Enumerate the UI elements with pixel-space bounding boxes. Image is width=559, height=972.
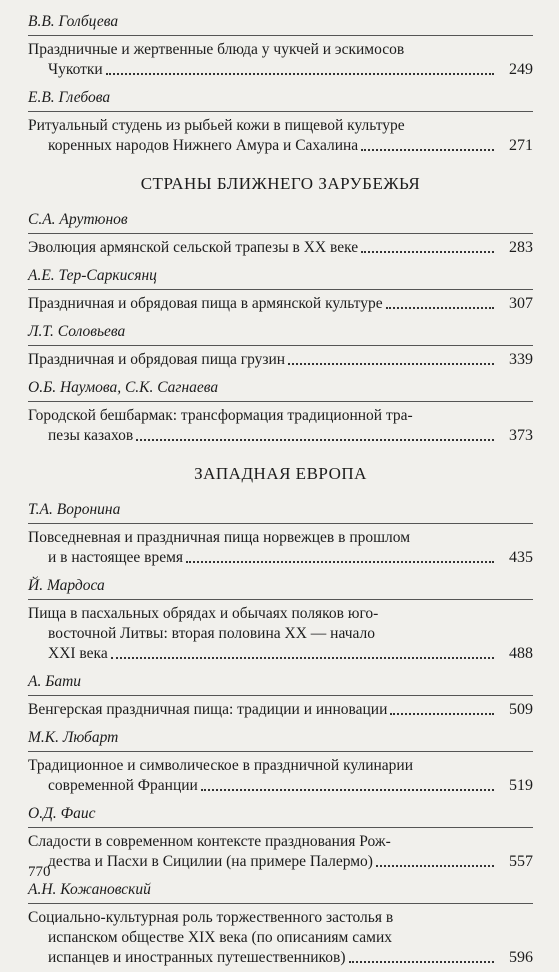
dot-leader (390, 713, 494, 715)
entry-page-number: 271 (509, 137, 533, 154)
toc-entry (28, 496, 533, 572)
entry-author: Т.А. Воронина (28, 496, 533, 524)
entry-page-number: 488 (509, 645, 533, 662)
entry-title-line: Ритуальный студень из рыбьей кожи в пищевой культуре (28, 117, 405, 134)
dot-leader (186, 561, 494, 563)
dot-leader (361, 251, 494, 253)
dot-leader (386, 307, 494, 309)
entry-title-line: Сладости в современном контексте празднования Рож- (28, 833, 391, 850)
entry-page-number: 339 (509, 351, 533, 368)
entry-author: С.А. Арутюнов (28, 206, 533, 234)
dot-leader (201, 789, 494, 791)
toc-entry (28, 374, 533, 450)
entry-page-number: 557 (509, 853, 533, 870)
entry-title-line: Повседневная и праздничная пища норвежцев в прошлом (28, 529, 411, 546)
entry-author: М.К. Любарт (28, 724, 533, 752)
entry-title-line: Эволюция армянской сельской трапезы в XX веке (28, 239, 359, 256)
toc-entry (28, 572, 533, 668)
entry-title-line: восточной Литвы: вторая половина XX — начало (48, 625, 376, 642)
entry-author: О.Д. Фаис (28, 800, 533, 828)
entry-title-line: коренных народов Нижнего Амура и Сахалина (48, 137, 359, 154)
entry-page-number: 509 (509, 701, 533, 718)
toc-entry (28, 206, 533, 262)
entry-title-line: Праздничная и обрядовая пища грузин (28, 351, 286, 368)
entry-page-number: 249 (509, 61, 533, 78)
entry-page-number: 596 (509, 949, 533, 966)
entry-title-line: Традиционное и символическое в праздничной кулинарии (28, 757, 414, 774)
entry-author: Й. Мардоса (28, 572, 533, 600)
entry-title-line: испанском обществе XIX века (по описаниям самих (48, 929, 393, 946)
entry-title-line: XXI века (48, 645, 108, 662)
toc-entry (28, 668, 533, 724)
dot-leader (111, 657, 494, 659)
toc-entry (28, 8, 533, 84)
dot-leader (288, 363, 494, 365)
toc-entry (28, 318, 533, 374)
entry-title-line: Городской бешбармак: трансформация традиционной тра- (28, 407, 413, 424)
toc-entry (28, 84, 533, 160)
entry-page-number: 519 (509, 777, 533, 794)
dot-leader (376, 865, 494, 867)
entry-author: Л.Т. Соловьева (28, 318, 533, 346)
dot-leader (349, 961, 494, 963)
table-of-contents (28, 8, 533, 972)
entry-title-line: пезы казахов (48, 427, 134, 444)
entry-title-line: современной Франции (48, 777, 198, 794)
toc-entries-section-2 (28, 496, 533, 972)
entry-author: А.Н. Кожановский (28, 876, 533, 904)
entry-title-line: Пища в пасхальных обрядах и обычаях поляков юго- (28, 605, 379, 622)
entry-title-line: и в настоящее время (48, 549, 184, 566)
entry-page-number: 373 (509, 427, 533, 444)
entry-author: А.Е. Тер-Саркисянц (28, 262, 533, 290)
toc-entry (28, 724, 533, 800)
entry-author: Е.В. Глебова (28, 84, 533, 112)
dot-leader (106, 73, 494, 75)
entry-author: О.Б. Наумова, С.К. Сагнаева (28, 374, 533, 402)
toc-entries-section-1 (28, 206, 533, 450)
entry-title-line: Праздничная и обрядовая пища в армянской культуре (28, 295, 383, 312)
toc-entry (28, 262, 533, 318)
entry-title-line: дества и Пасхи в Сицилии (на примере Палермо) (48, 853, 373, 870)
entry-title-line: Венгерская праздничная пища: традиции и инновации (28, 701, 388, 718)
toc-entry (28, 876, 533, 972)
entry-title-line: испанцев и иностранных путешественников) (48, 949, 346, 966)
dot-leader (361, 149, 494, 151)
entry-author: В.В. Голбцева (28, 8, 533, 36)
entry-page-number: 283 (509, 239, 533, 256)
entry-author: А. Бати (28, 668, 533, 696)
section-heading: СТРАНЫ БЛИЖНЕГО ЗАРУБЕЖЬЯ (140, 174, 421, 193)
entry-title-line: Чукотки (48, 61, 103, 78)
toc-entries-top (28, 8, 533, 160)
entry-page-number: 307 (509, 295, 533, 312)
section-heading: ЗАПАДНАЯ ЕВРОПА (194, 464, 367, 483)
toc-entry (28, 800, 533, 876)
entry-page-number: 435 (509, 549, 533, 566)
entry-title-line: Социально-культурная роль торжественного застолья в (28, 909, 394, 926)
dot-leader (136, 439, 494, 441)
page-number-folio: 770 (28, 864, 51, 880)
entry-title-line: Праздничные и жертвенные блюда у чукчей и эскимосов (28, 41, 405, 58)
